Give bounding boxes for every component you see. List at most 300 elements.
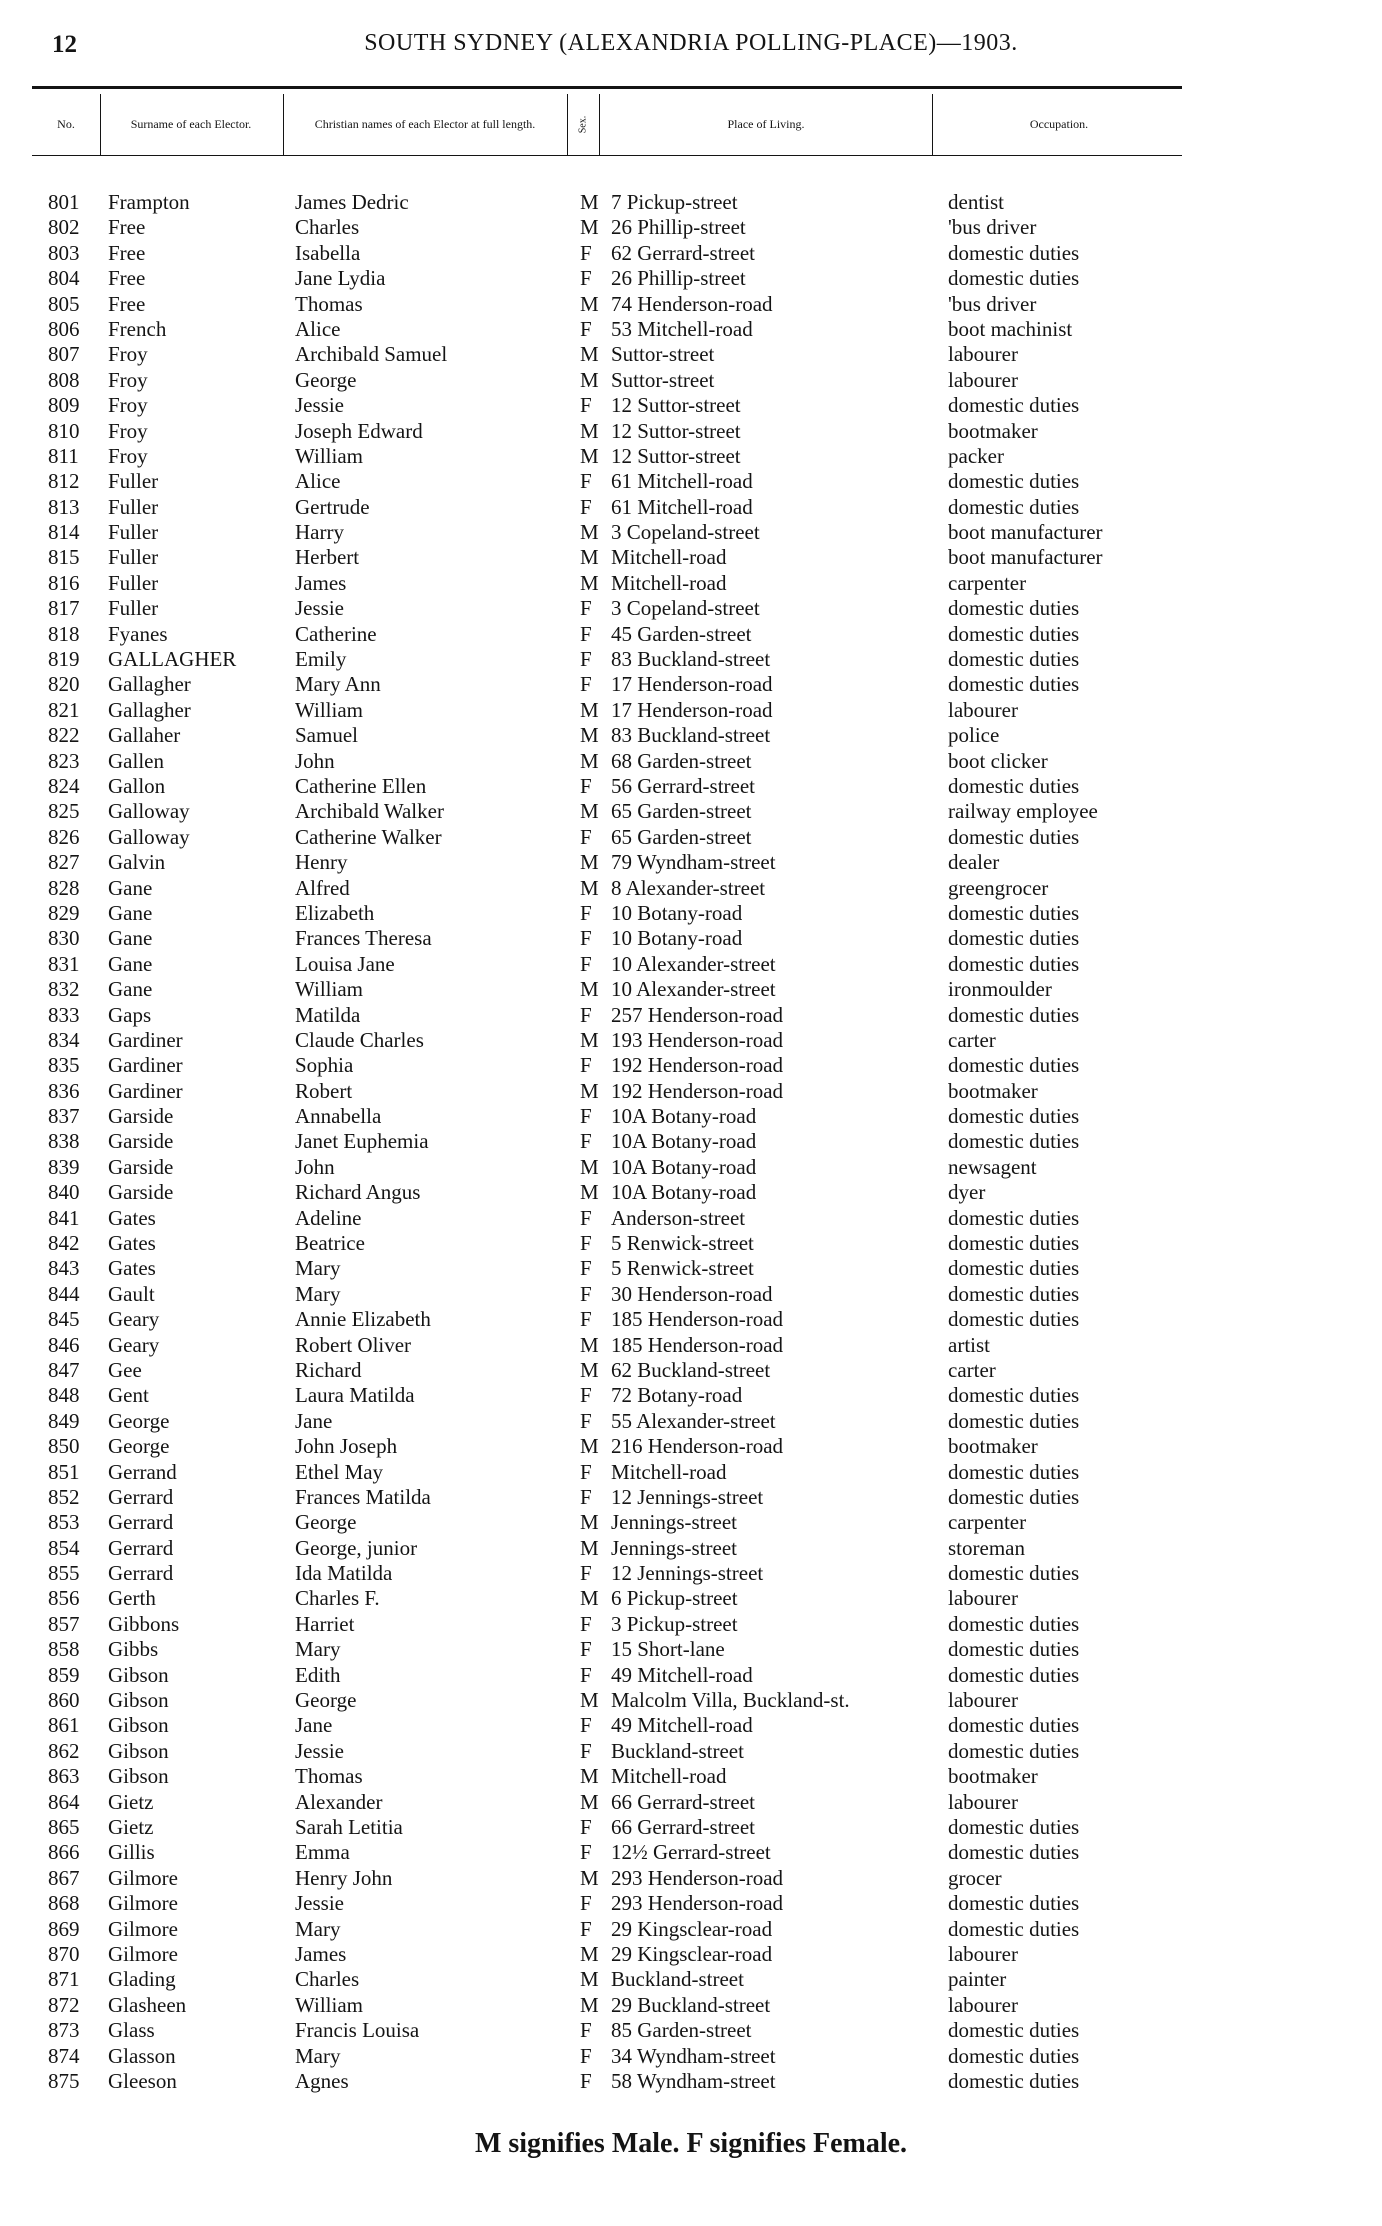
elector-sex: F bbox=[580, 316, 592, 341]
elector-surname: Fuller bbox=[108, 469, 159, 494]
elector-occupation: packer bbox=[948, 443, 1004, 468]
elector-place-of-living: 66 Gerrard-street bbox=[611, 1789, 756, 1814]
elector-number: 845 bbox=[48, 1307, 80, 1332]
elector-surname: Gibbons bbox=[108, 1611, 180, 1636]
elector-surname: Gibson bbox=[108, 1764, 169, 1789]
elector-occupation: domestic duties bbox=[948, 596, 1080, 621]
elector-sex: M bbox=[580, 545, 599, 570]
elector-number: 856 bbox=[48, 1586, 80, 1611]
table-row bbox=[0, 1815, 1382, 1840]
elector-sex: F bbox=[580, 1459, 592, 1484]
elector-number: 846 bbox=[48, 1332, 80, 1357]
elector-place-of-living: 293 Henderson-road bbox=[611, 1891, 784, 1916]
elector-number: 872 bbox=[48, 1992, 80, 2017]
table-row bbox=[0, 190, 1382, 215]
elector-number: 870 bbox=[48, 1941, 80, 1966]
table-row bbox=[0, 1231, 1382, 1256]
elector-sex: F bbox=[580, 1002, 592, 1027]
elector-number: 864 bbox=[48, 1789, 80, 1814]
elector-place-of-living: 10A Botany-road bbox=[611, 1104, 757, 1129]
elector-christian-names: Isabella bbox=[295, 240, 361, 265]
elector-christian-names: Agnes bbox=[295, 2068, 349, 2093]
table-row bbox=[0, 1383, 1382, 1408]
elector-christian-names: Frances Matilda bbox=[295, 1484, 431, 1509]
elector-surname: French bbox=[108, 316, 167, 341]
elector-place-of-living: Malcolm Villa, Buckland-st. bbox=[611, 1688, 850, 1713]
table-row bbox=[0, 622, 1382, 647]
elector-christian-names: John bbox=[295, 748, 335, 773]
elector-christian-names: Alice bbox=[295, 316, 341, 341]
elector-occupation: labourer bbox=[948, 367, 1018, 392]
elector-number: 847 bbox=[48, 1357, 80, 1382]
elector-place-of-living: 5 Renwick-street bbox=[611, 1256, 754, 1281]
elector-occupation: domestic duties bbox=[948, 773, 1080, 798]
elector-sex: F bbox=[580, 1408, 592, 1433]
table-row bbox=[0, 952, 1382, 977]
elector-occupation: labourer bbox=[948, 697, 1018, 722]
elector-surname: Froy bbox=[108, 367, 148, 392]
table-row bbox=[0, 850, 1382, 875]
elector-christian-names: Laura Matilda bbox=[295, 1383, 415, 1408]
table-row bbox=[0, 749, 1382, 774]
elector-sex: F bbox=[580, 596, 592, 621]
elector-place-of-living: 49 Mitchell-road bbox=[611, 1662, 753, 1687]
elector-sex: M bbox=[580, 748, 599, 773]
table-row bbox=[0, 876, 1382, 901]
column-header-occupation: Occupation. bbox=[1029, 116, 1089, 131]
elector-place-of-living: 6 Pickup-street bbox=[611, 1586, 738, 1611]
elector-occupation: railway employee bbox=[948, 799, 1098, 824]
elector-sex: M bbox=[580, 977, 599, 1002]
elector-surname: Fuller bbox=[108, 545, 159, 570]
elector-surname: Gardiner bbox=[108, 1053, 183, 1078]
elector-christian-names: Richard Angus bbox=[295, 1180, 421, 1205]
column-header-place-of-living: Place of Living. bbox=[727, 116, 805, 131]
elector-place-of-living: 29 Kingsclear-road bbox=[611, 1916, 773, 1941]
table-row bbox=[0, 1663, 1382, 1688]
elector-christian-names: Henry bbox=[295, 850, 348, 875]
elector-number: 838 bbox=[48, 1129, 80, 1154]
elector-christian-names: Francis Louisa bbox=[295, 2018, 420, 2043]
elector-christian-names: Matilda bbox=[295, 1002, 361, 1027]
elector-sex: F bbox=[580, 1815, 592, 1839]
elector-christian-names: Mary bbox=[295, 1256, 341, 1281]
elector-occupation: police bbox=[948, 723, 1000, 748]
elector-occupation: domestic duties bbox=[948, 1281, 1080, 1306]
elector-sex: M bbox=[580, 520, 599, 545]
elector-occupation: domestic duties bbox=[948, 951, 1080, 976]
elector-surname: Galloway bbox=[108, 824, 190, 849]
elector-surname: Fuller bbox=[108, 596, 159, 621]
table-row bbox=[0, 1282, 1382, 1307]
elector-number: 843 bbox=[48, 1256, 80, 1281]
column-divider bbox=[283, 94, 284, 156]
elector-surname: Gilmore bbox=[108, 1865, 178, 1890]
elector-place-of-living: 30 Henderson-road bbox=[611, 1281, 773, 1306]
table-row bbox=[0, 799, 1382, 824]
elector-number: 810 bbox=[48, 418, 80, 443]
elector-number: 814 bbox=[48, 520, 80, 545]
elector-occupation: artist bbox=[948, 1332, 990, 1357]
elector-surname: Free bbox=[108, 291, 146, 316]
elector-christian-names: Mary bbox=[295, 1916, 341, 1941]
elector-occupation: labourer bbox=[948, 342, 1018, 367]
elector-place-of-living: Buckland-street bbox=[611, 1738, 744, 1763]
elector-number: 869 bbox=[48, 1916, 80, 1941]
elector-occupation: boot manufacturer bbox=[948, 520, 1103, 545]
elector-place-of-living: 56 Gerrard-street bbox=[611, 773, 756, 798]
table-row bbox=[0, 469, 1382, 494]
legend-note: M signifies Male. F signifies Female. bbox=[474, 2128, 908, 2159]
elector-christian-names: Sarah Letitia bbox=[295, 1815, 403, 1839]
elector-surname: Gleeson bbox=[108, 2068, 177, 2093]
elector-occupation: domestic duties bbox=[948, 1459, 1080, 1484]
elector-christian-names: William bbox=[295, 977, 363, 1002]
elector-sex: F bbox=[580, 951, 592, 976]
elector-place-of-living: 10 Botany-road bbox=[611, 900, 743, 925]
elector-sex: F bbox=[580, 621, 592, 646]
elector-number: 827 bbox=[48, 850, 80, 875]
elector-occupation: domestic duties bbox=[948, 240, 1080, 265]
elector-surname: Gerrard bbox=[108, 1510, 174, 1535]
elector-place-of-living: 62 Buckland-street bbox=[611, 1357, 771, 1382]
elector-surname: Froy bbox=[108, 342, 148, 367]
table-row bbox=[0, 825, 1382, 850]
elector-christian-names: Ida Matilda bbox=[295, 1561, 393, 1586]
table-row bbox=[0, 2069, 1382, 2094]
elector-place-of-living: 10A Botany-road bbox=[611, 1129, 757, 1154]
elector-christian-names: Annabella bbox=[295, 1104, 382, 1129]
elector-sex: F bbox=[580, 773, 592, 798]
elector-christian-names: John bbox=[295, 1154, 335, 1179]
elector-christian-names: Jessie bbox=[295, 596, 344, 621]
elector-surname: Gilmore bbox=[108, 1916, 178, 1941]
column-header-surname: Surname of each Elector. bbox=[130, 116, 252, 131]
elector-sex: M bbox=[580, 342, 599, 367]
elector-christian-names: Herbert bbox=[295, 545, 360, 570]
page-title: SOUTH SYDNEY (ALEXANDRIA POLLING-PLACE)—1903. bbox=[364, 30, 1018, 56]
elector-occupation: bootmaker bbox=[948, 1764, 1038, 1789]
elector-sex: M bbox=[580, 1967, 599, 1992]
elector-surname: Gerth bbox=[108, 1586, 156, 1611]
elector-surname: Free bbox=[108, 215, 146, 240]
table-row bbox=[0, 723, 1382, 748]
elector-place-of-living: 49 Mitchell-road bbox=[611, 1713, 753, 1738]
elector-occupation: 'bus driver bbox=[948, 291, 1037, 316]
elector-sex: F bbox=[580, 1916, 592, 1941]
elector-place-of-living: 3 Copeland-street bbox=[611, 596, 760, 621]
elector-occupation: bootmaker bbox=[948, 1434, 1038, 1459]
elector-occupation: dealer bbox=[948, 850, 1000, 875]
elector-sex: M bbox=[580, 291, 599, 316]
elector-number: 825 bbox=[48, 799, 80, 824]
table-row bbox=[0, 2044, 1382, 2069]
elector-number: 830 bbox=[48, 926, 80, 951]
elector-christian-names: Ethel May bbox=[295, 1459, 384, 1484]
table-row bbox=[0, 571, 1382, 596]
elector-occupation: carpenter bbox=[948, 570, 1027, 595]
elector-place-of-living: 65 Garden-street bbox=[611, 799, 752, 824]
elector-sex: F bbox=[580, 240, 592, 265]
elector-number: 813 bbox=[48, 494, 80, 519]
elector-surname: Gibbs bbox=[108, 1637, 159, 1662]
elector-occupation: boot machinist bbox=[948, 316, 1073, 341]
elector-place-of-living: 8 Alexander-street bbox=[611, 875, 766, 900]
elector-sex: M bbox=[580, 1332, 599, 1357]
elector-occupation: domestic duties bbox=[948, 900, 1080, 925]
elector-christian-names: Alexander bbox=[295, 1789, 383, 1814]
elector-christian-names: Sophia bbox=[295, 1053, 354, 1078]
elector-place-of-living: 10A Botany-road bbox=[611, 1180, 757, 1205]
elector-place-of-living: Mitchell-road bbox=[611, 545, 727, 570]
elector-sex: M bbox=[580, 875, 599, 900]
elector-sex: F bbox=[580, 1484, 592, 1509]
elector-christian-names: James bbox=[295, 1941, 347, 1966]
elector-sex: F bbox=[580, 469, 592, 494]
elector-sex: M bbox=[580, 1078, 599, 1103]
elector-christian-names: Jane bbox=[295, 1408, 333, 1433]
elector-surname: Gee bbox=[108, 1357, 142, 1382]
elector-surname: Gardiner bbox=[108, 1027, 183, 1052]
elector-sex: M bbox=[580, 1789, 599, 1814]
elector-occupation: bootmaker bbox=[948, 1078, 1038, 1103]
elector-christian-names: Emma bbox=[295, 1840, 350, 1865]
elector-christian-names: James Dedric bbox=[295, 190, 409, 214]
elector-christian-names: Adeline bbox=[295, 1205, 362, 1230]
elector-number: 832 bbox=[48, 977, 80, 1002]
elector-number: 820 bbox=[48, 672, 80, 697]
elector-occupation: domestic duties bbox=[948, 1484, 1080, 1509]
elector-occupation: domestic duties bbox=[948, 824, 1080, 849]
column-divider bbox=[100, 94, 101, 156]
elector-occupation: domestic duties bbox=[948, 1408, 1080, 1433]
sex-label: Sex. bbox=[577, 115, 589, 133]
elector-surname: Galvin bbox=[108, 850, 166, 875]
column-divider bbox=[599, 94, 600, 156]
elector-christian-names: William bbox=[295, 443, 363, 468]
elector-occupation: domestic duties bbox=[948, 494, 1080, 519]
elector-occupation: domestic duties bbox=[948, 1891, 1080, 1916]
elector-number: 844 bbox=[48, 1281, 80, 1306]
table-row bbox=[0, 977, 1382, 1002]
elector-sex: M bbox=[580, 1865, 599, 1890]
elector-number: 823 bbox=[48, 748, 80, 773]
elector-place-of-living: 15 Short-lane bbox=[611, 1637, 725, 1662]
elector-place-of-living: 45 Garden-street bbox=[611, 621, 752, 646]
table-row bbox=[0, 1942, 1382, 1967]
elector-sex: F bbox=[580, 1891, 592, 1916]
elector-number: 862 bbox=[48, 1738, 80, 1763]
table-row bbox=[0, 1358, 1382, 1383]
elector-christian-names: Alfred bbox=[295, 875, 350, 900]
elector-place-of-living: 61 Mitchell-road bbox=[611, 469, 753, 494]
elector-place-of-living: Jennings-street bbox=[611, 1510, 737, 1535]
elector-number: 841 bbox=[48, 1205, 80, 1230]
elector-christian-names: Janet Euphemia bbox=[295, 1129, 429, 1154]
elector-number: 816 bbox=[48, 570, 80, 595]
table-row bbox=[0, 1460, 1382, 1485]
elector-sex: M bbox=[580, 1586, 599, 1611]
column-divider bbox=[932, 94, 933, 156]
elector-number: 826 bbox=[48, 824, 80, 849]
elector-number: 839 bbox=[48, 1154, 80, 1179]
elector-place-of-living: Mitchell-road bbox=[611, 1764, 727, 1789]
elector-occupation: domestic duties bbox=[948, 266, 1080, 291]
elector-place-of-living: 12½ Gerrard-street bbox=[611, 1840, 771, 1865]
elector-surname: Gallen bbox=[108, 748, 164, 773]
elector-sex: M bbox=[580, 723, 599, 748]
elector-sex: F bbox=[580, 824, 592, 849]
table-row bbox=[0, 1434, 1382, 1459]
elector-place-of-living: 34 Wyndham-street bbox=[611, 2043, 776, 2068]
elector-occupation: domestic duties bbox=[948, 1662, 1080, 1687]
elector-number: 815 bbox=[48, 545, 80, 570]
elector-surname: Gates bbox=[108, 1256, 156, 1281]
elector-surname: Free bbox=[108, 266, 146, 291]
elector-christian-names: Annie Elizabeth bbox=[295, 1307, 431, 1332]
elector-place-of-living: 257 Henderson-road bbox=[611, 1002, 784, 1027]
elector-place-of-living: 12 Suttor-street bbox=[611, 443, 741, 468]
elector-christian-names: Charles bbox=[295, 215, 360, 240]
elector-sex: M bbox=[580, 1154, 599, 1179]
elector-number: 852 bbox=[48, 1484, 80, 1509]
elector-sex: M bbox=[580, 697, 599, 722]
elector-surname: Gerrard bbox=[108, 1561, 174, 1586]
elector-christian-names: Edith bbox=[295, 1662, 341, 1687]
header-bottom-rule bbox=[32, 155, 1182, 156]
elector-number: 819 bbox=[48, 647, 80, 672]
elector-sex: M bbox=[580, 443, 599, 468]
elector-surname: Gerrand bbox=[108, 1459, 177, 1484]
elector-occupation: domestic duties bbox=[948, 2018, 1080, 2043]
elector-surname: Geary bbox=[108, 1332, 160, 1357]
elector-occupation: domestic duties bbox=[948, 1815, 1080, 1839]
elector-surname: Froy bbox=[108, 443, 148, 468]
elector-occupation: boot manufacturer bbox=[948, 545, 1103, 570]
elector-christian-names: Harriet bbox=[295, 1611, 355, 1636]
elector-place-of-living: 12 Suttor-street bbox=[611, 393, 741, 418]
elector-surname: George bbox=[108, 1434, 170, 1459]
elector-surname: Gilmore bbox=[108, 1941, 178, 1966]
elector-surname: Gane bbox=[108, 926, 153, 951]
elector-surname: Froy bbox=[108, 418, 148, 443]
elector-occupation: labourer bbox=[948, 1789, 1018, 1814]
table-row bbox=[0, 1993, 1382, 2018]
elector-occupation: painter bbox=[948, 1967, 1007, 1992]
elector-place-of-living: 192 Henderson-road bbox=[611, 1053, 784, 1078]
elector-sex: M bbox=[580, 1688, 599, 1713]
elector-occupation: greengrocer bbox=[948, 875, 1049, 900]
elector-christian-names: Archibald Samuel bbox=[295, 342, 448, 367]
elector-occupation: labourer bbox=[948, 1992, 1018, 2017]
elector-number: 824 bbox=[48, 773, 80, 798]
elector-number: 855 bbox=[48, 1561, 80, 1586]
elector-number: 871 bbox=[48, 1967, 80, 1992]
elector-place-of-living: 185 Henderson-road bbox=[611, 1307, 784, 1332]
elector-place-of-living: 29 Kingsclear-road bbox=[611, 1941, 773, 1966]
table-row bbox=[0, 1104, 1382, 1129]
table-row bbox=[0, 266, 1382, 291]
elector-christian-names: Thomas bbox=[295, 1764, 363, 1789]
elector-occupation: domestic duties bbox=[948, 393, 1080, 418]
elector-place-of-living: 29 Buckland-street bbox=[611, 1992, 771, 2017]
elector-place-of-living: 79 Wyndham-street bbox=[611, 850, 776, 875]
elector-surname: Gibson bbox=[108, 1688, 169, 1713]
elector-place-of-living: 5 Renwick-street bbox=[611, 1231, 754, 1256]
table-row bbox=[0, 1206, 1382, 1231]
elector-number: 817 bbox=[48, 596, 80, 621]
elector-number: 811 bbox=[48, 443, 79, 468]
elector-occupation: domestic duties bbox=[948, 2068, 1080, 2093]
elector-occupation: domestic duties bbox=[948, 672, 1080, 697]
elector-surname: Garside bbox=[108, 1154, 174, 1179]
elector-place-of-living: 216 Henderson-road bbox=[611, 1434, 784, 1459]
elector-sex: M bbox=[580, 850, 599, 875]
elector-christian-names: Thomas bbox=[295, 291, 363, 316]
elector-sex: M bbox=[580, 367, 599, 392]
elector-sex: F bbox=[580, 1738, 592, 1763]
table-row bbox=[0, 1409, 1382, 1434]
elector-christian-names: Mary Ann bbox=[295, 672, 381, 697]
elector-occupation: labourer bbox=[948, 1688, 1018, 1713]
elector-occupation: carter bbox=[948, 1027, 996, 1052]
elector-place-of-living: 185 Henderson-road bbox=[611, 1332, 784, 1357]
elector-sex: F bbox=[580, 1637, 592, 1662]
elector-number: 804 bbox=[48, 266, 80, 291]
elector-surname: Gallagher bbox=[108, 672, 191, 697]
elector-surname: Glasson bbox=[108, 2043, 176, 2068]
elector-christian-names: Charles bbox=[295, 1967, 360, 1992]
elector-occupation: labourer bbox=[948, 1941, 1018, 1966]
table-row bbox=[0, 1307, 1382, 1332]
elector-number: 808 bbox=[48, 367, 80, 392]
elector-christian-names: Robert bbox=[295, 1078, 353, 1103]
elector-occupation: 'bus driver bbox=[948, 215, 1037, 240]
elector-place-of-living: 85 Garden-street bbox=[611, 2018, 752, 2043]
table-row bbox=[0, 317, 1382, 342]
elector-sex: F bbox=[580, 1713, 592, 1738]
elector-place-of-living: 26 Phillip-street bbox=[611, 266, 746, 291]
elector-number: 857 bbox=[48, 1611, 80, 1636]
elector-number: 858 bbox=[48, 1637, 80, 1662]
elector-occupation: domestic duties bbox=[948, 1713, 1080, 1738]
table-row bbox=[0, 1053, 1382, 1078]
table-row bbox=[0, 1003, 1382, 1028]
elector-number: 834 bbox=[48, 1027, 80, 1052]
table-row bbox=[0, 495, 1382, 520]
elector-surname: Glass bbox=[108, 2018, 155, 2043]
elector-occupation: domestic duties bbox=[948, 1738, 1080, 1763]
elector-number: 828 bbox=[48, 875, 80, 900]
elector-christian-names: George, junior bbox=[295, 1535, 418, 1560]
elector-surname: Gerrard bbox=[108, 1484, 174, 1509]
elector-number: 805 bbox=[48, 291, 80, 316]
elector-surname: Gerrard bbox=[108, 1535, 174, 1560]
elector-place-of-living: 10 Botany-road bbox=[611, 926, 743, 951]
table-row bbox=[0, 419, 1382, 444]
elector-number: 803 bbox=[48, 240, 80, 265]
elector-surname: Gibson bbox=[108, 1662, 169, 1687]
elector-sex: M bbox=[580, 570, 599, 595]
table-row bbox=[0, 1028, 1382, 1053]
elector-christian-names: George bbox=[295, 1688, 357, 1713]
elector-christian-names: William bbox=[295, 1992, 363, 2017]
elector-place-of-living: Buckland-street bbox=[611, 1967, 744, 1992]
elector-christian-names: James bbox=[295, 570, 347, 595]
elector-sex: F bbox=[580, 672, 592, 697]
elector-surname: Gilmore bbox=[108, 1891, 178, 1916]
elector-number: 874 bbox=[48, 2043, 80, 2068]
